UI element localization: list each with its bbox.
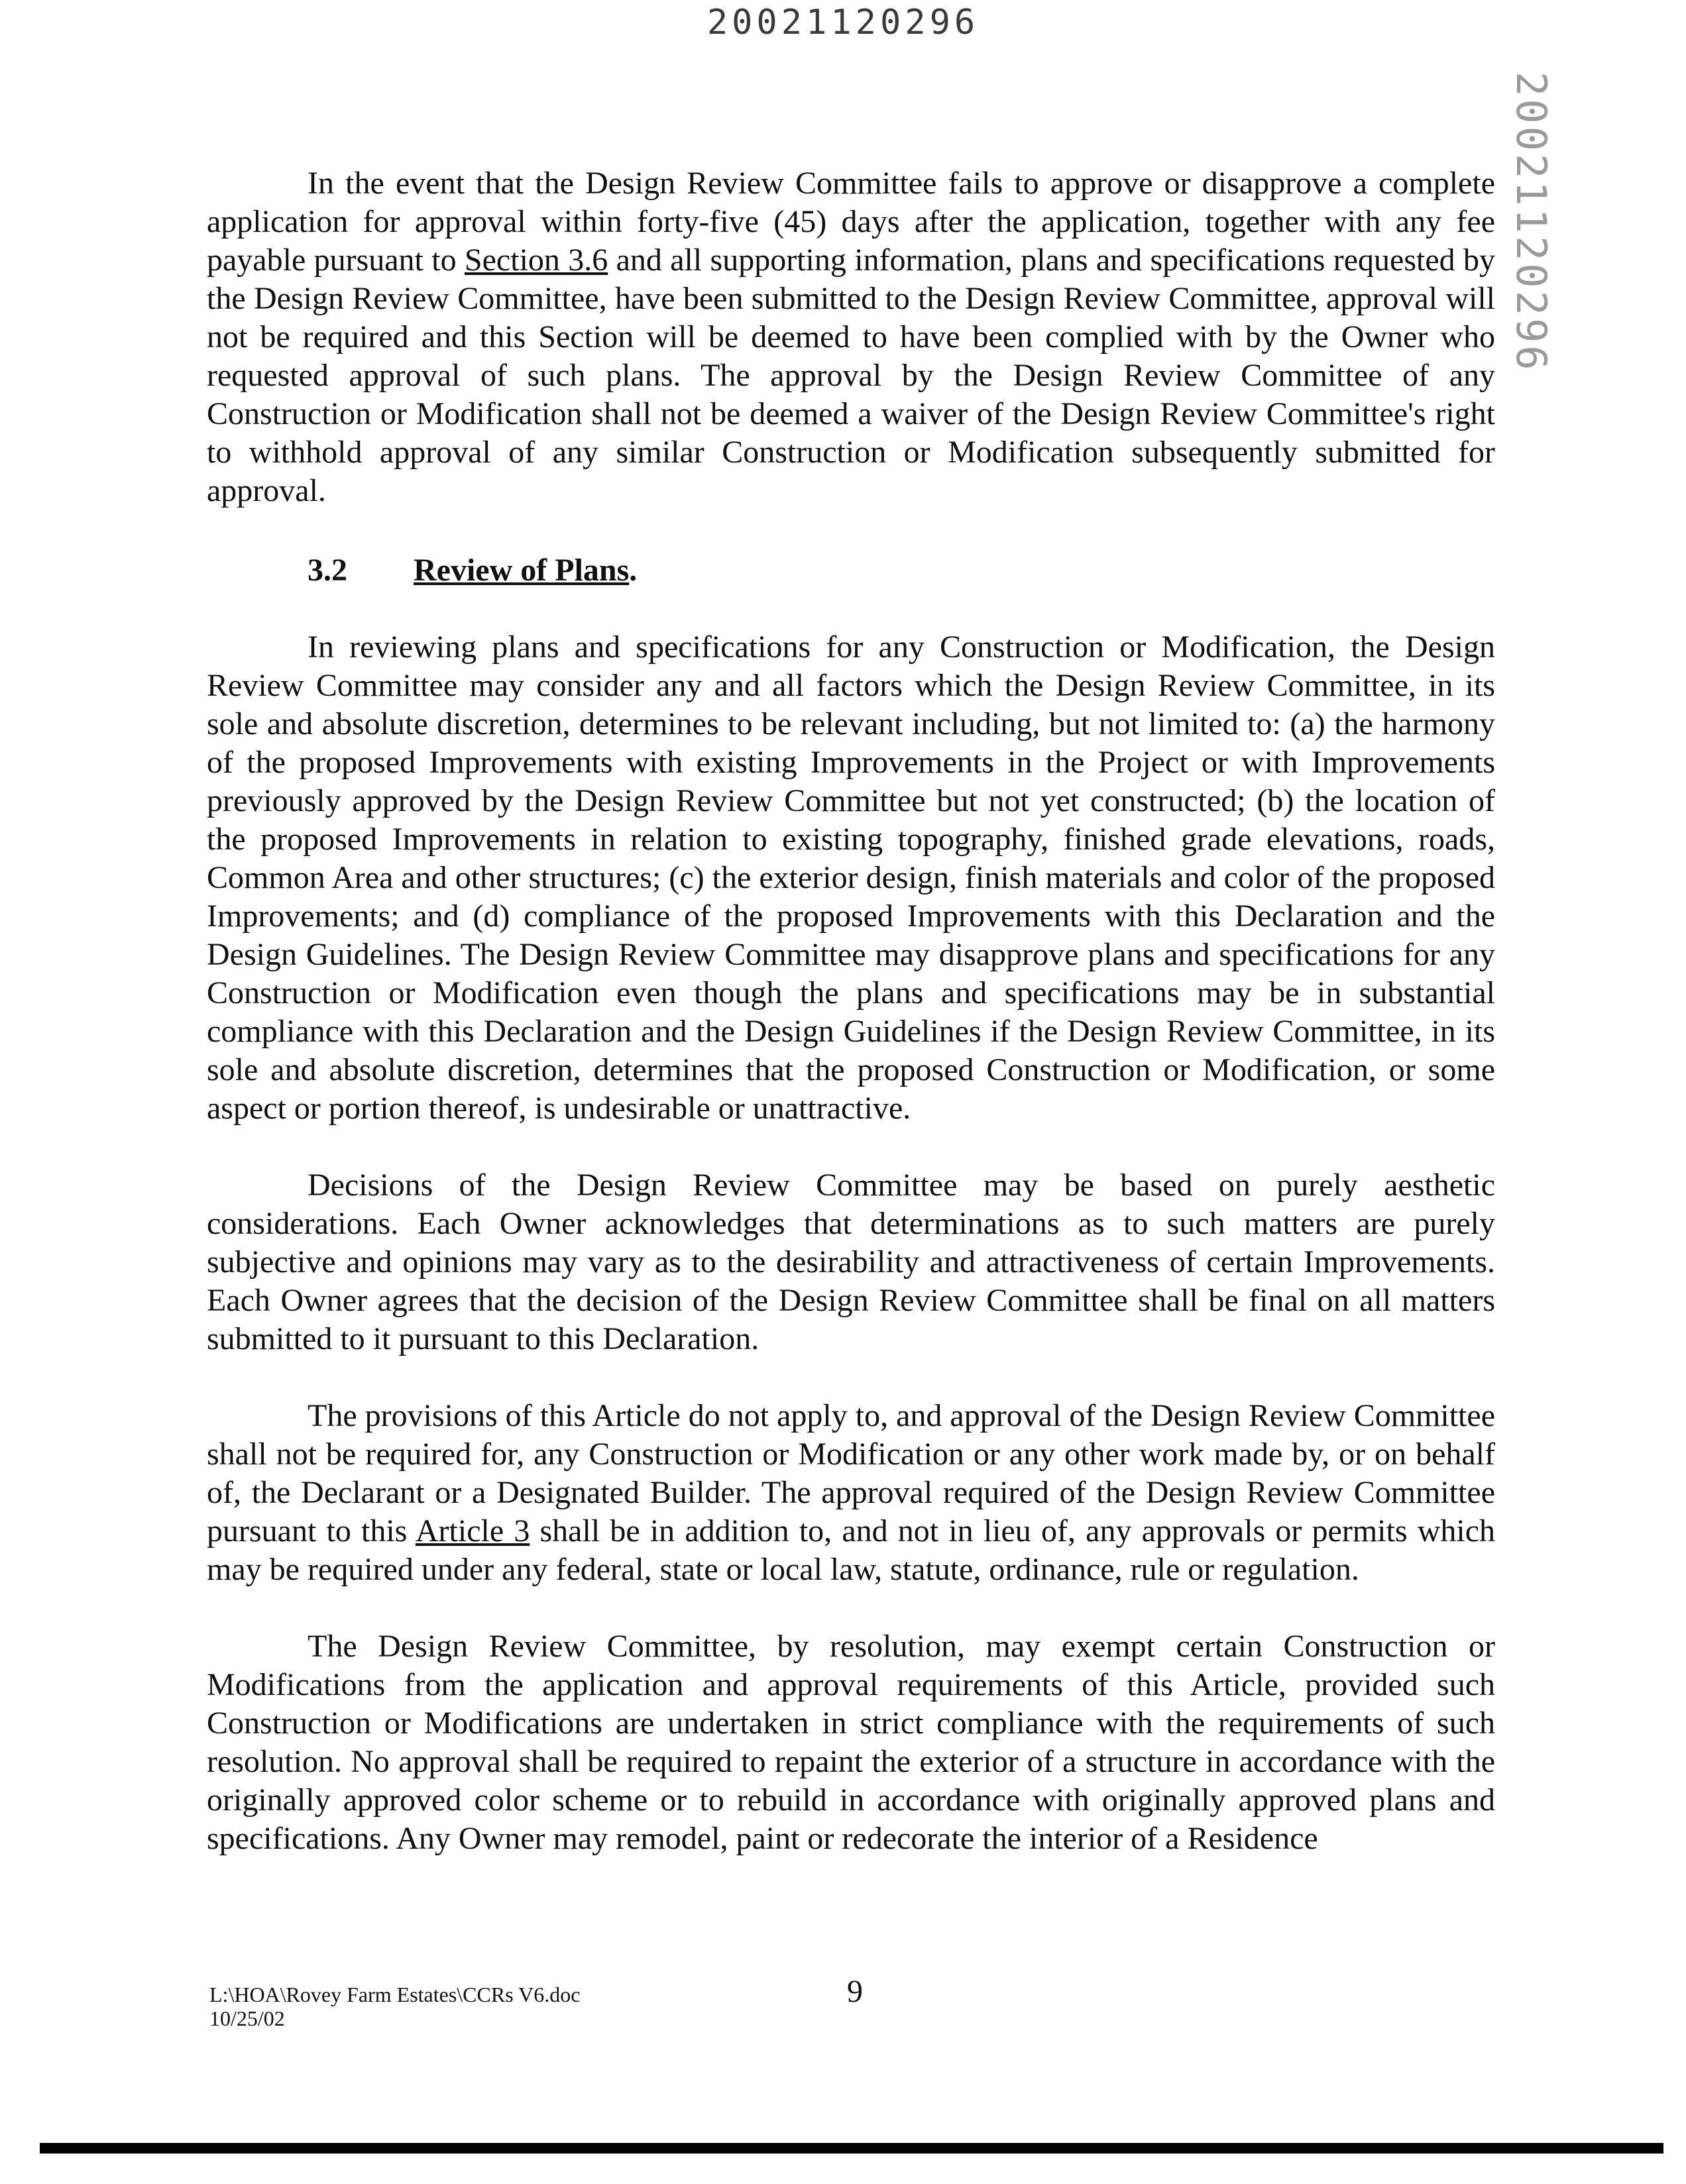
paragraph-declarant-exemption (207, 1397, 1495, 1589)
section-title-period: . (629, 553, 638, 588)
paragraph-approval-deadline (207, 164, 1495, 510)
section-heading (207, 551, 1495, 590)
paragraph-text: and all supporting information, plans and specifications requested by the Design Review Committee, have been submitted to the Design Review Committee, approval will not be required and this Section will be deemed to have been complied with by the Owner who requested approval of such plans. The approval by the Design Review Committee of any Construction or Modification shall not be deemed a waiver of the Design Review Committee's right to withhold approval of any similar Construction or Modification subsequently submitted for approval. (207, 243, 1496, 508)
paragraph-review-factors: In reviewing plans and specifications for any Construction or Modification, the Design Review Committee may consider any and all factors which the Design Review Committee, in its sole and absolute discretion, determines to be relevant including, but not limited to: (a) the harmony of the proposed Improvements with existing Improvements in the Project or with Improvements previously approved by the Design Review Committee but not yet constructed; (b) the location of the proposed Improvements in relation to existing topography, finished grade elevations, roads, Common Area and other structures; (c) the exterior design, finish materials and color of the proposed Improvements; and (d) compliance of the proposed Improvements with this Declaration and the Design Guidelines. The Design Review Committee may disapprove plans and specifications for any Construction or Modification even though the plans and specifications may be in substantial compliance with this Declaration and the Design Guidelines if the Design Review Committee, in its sole and absolute discretion, determines that the proposed Construction or Modification, or some aspect or portion thereof, is undesirable or unattractive. (207, 629, 1495, 1126)
footer-file-path: L:\HOA\Rovey Farm Estates\CCRs V6.doc (209, 1983, 581, 2006)
recording-number: 20021120296 (706, 3, 980, 42)
section-number: 3.2 (308, 553, 347, 588)
section-title: Review of Plans (414, 553, 630, 588)
bottom-rule (40, 2143, 1663, 2154)
footer (209, 1983, 872, 2030)
paragraph-text: In the event that the Design Review Committee fails to approve or disapprove a complete application for approval within forty-five (45) days after the application, together with any fee payable pursuant to (207, 166, 1495, 278)
article-reference-link: Article 3 (415, 1513, 530, 1549)
paragraph-aesthetic-decisions: Decisions of the Design Review Committee may be based on purely aesthetic considerations. Each Owner acknowledges that determinations as to such matters are purely subjective and opinions may vary as to the desirability and attractiveness of certain Improvements. Each Owner agrees that the decision of the Design Review Committee shall be final on all matters submitted to it pursuant to this Declaration. (207, 1168, 1495, 1356)
side-stamp: 20021120296 (1507, 72, 1555, 373)
section-reference-link: Section 3.6 (464, 243, 608, 278)
document-body (207, 164, 1495, 1858)
page-number: 9 (847, 1974, 863, 2009)
footer-date: 10/25/02 (209, 2006, 285, 2030)
paragraph-text: The provisions of this Article do not apply to, and approval of the Design Review Committee shall not be required for, any Construction or Modification or any other work made by, or on behalf of, the Declarant or a Designated Builder. The approval required of the Design Review Committee pursuant to this (207, 1398, 1495, 1549)
paragraph-text: shall be in addition to, and not in lieu of, any approvals or permits which may be required under any federal, state or local law, statute, ordinance, rule or regulation. (207, 1513, 1496, 1587)
paragraph-exemption-resolution: The Design Review Committee, by resolution, may exempt certain Construction or Modifications from the application and approval requirements of this Article, provided such Construction or Modifications are undertaken in strict compliance with the requirements of such resolution. No approval shall be required to repaint the exterior of a structure in accordance with the originally approved color scheme or to rebuild in accordance with originally approved plans and specifications. Any Owner may remodel, paint or redecorate the interior of a Residence (207, 1629, 1495, 1856)
